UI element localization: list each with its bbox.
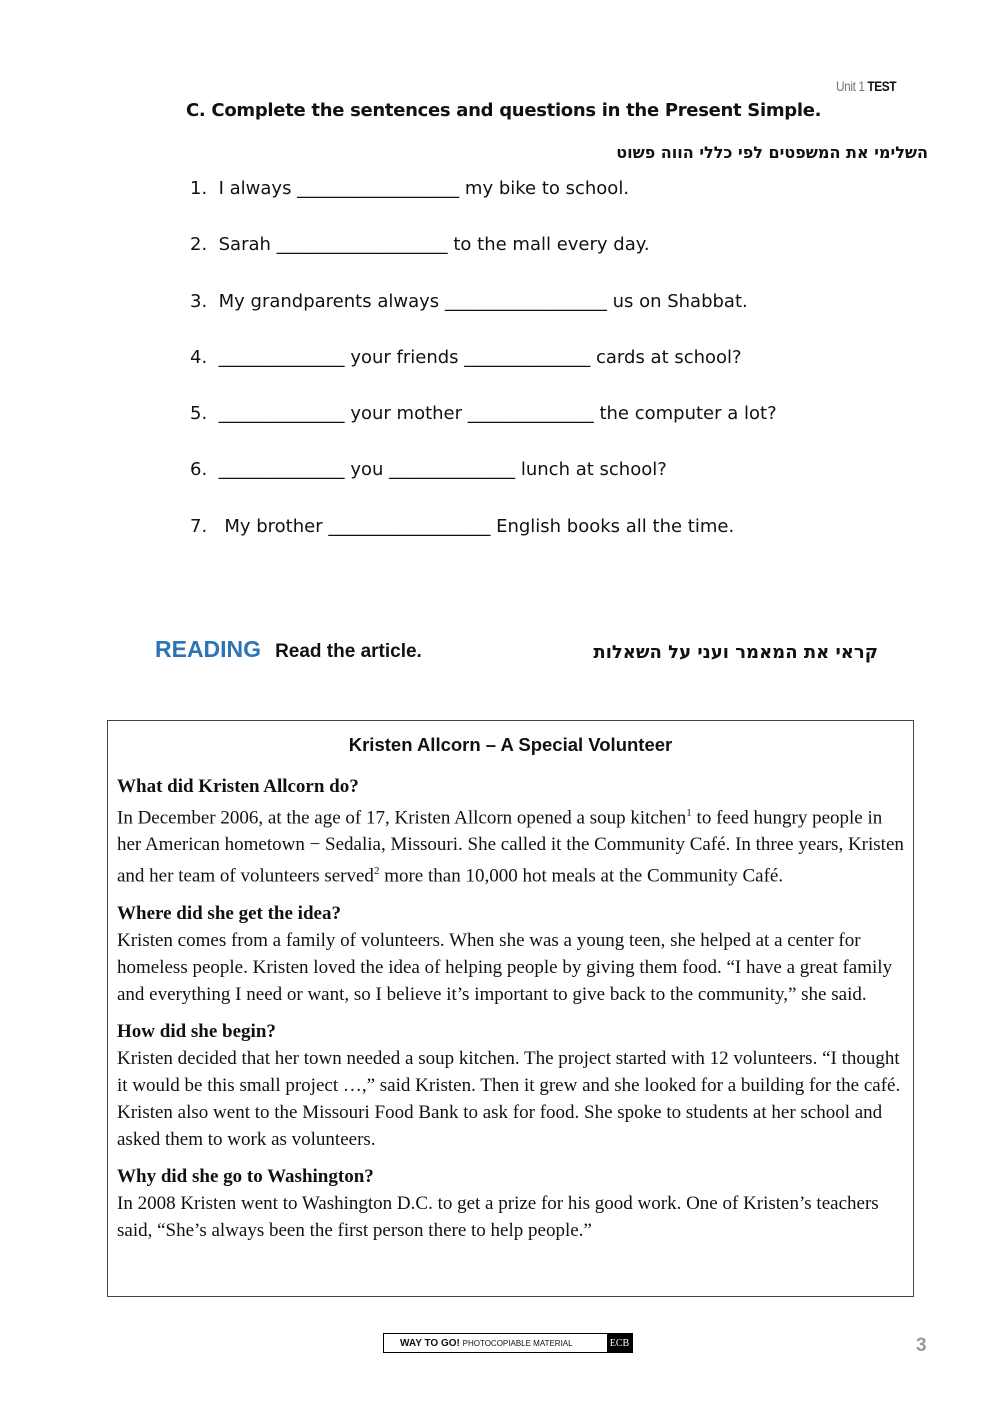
reading-label: READING bbox=[155, 636, 262, 662]
article-paragraph: Kristen comes from a family of volunteers. When she was a young teen, she helped at a center for homeless people. Kristen loved the idea of helping people by giving them food. “I have a great family and everything I need or want, so I believe it’s important to give back to the community,” she said. bbox=[117, 929, 893, 1005]
exercise-item: 6. ______________ you ______________ lunch at school? bbox=[190, 459, 667, 481]
page-number: 3 bbox=[916, 1335, 927, 1356]
article-heading: What did Kristen Allcorn do? bbox=[117, 776, 359, 797]
exercise-item: 2. Sarah ___________________ to the mall every day. bbox=[190, 234, 650, 256]
exercise-item: 4. ______________ your friends ______________ cards at school? bbox=[190, 346, 742, 368]
article-heading: Why did she go to Washington? bbox=[117, 1165, 374, 1187]
reading-instruction: Read the article. bbox=[275, 641, 422, 662]
exercise-item: 7. My brother __________________ English books all the time. bbox=[190, 515, 735, 537]
reading-heading bbox=[155, 636, 422, 663]
footer-banner: WAY TO GO! PHOTOCOPIABLE MATERIAL ECB bbox=[383, 1333, 633, 1353]
article-heading: How did she begin? bbox=[117, 1020, 276, 1042]
article-paragraph: In 2008 Kristen went to Washington D.C. to get a prize for his good work. One of Kristen’s teachers said, “She’s always been the first person there to help people.” bbox=[117, 1192, 879, 1241]
article-box bbox=[107, 720, 914, 1297]
exercise-item: 5. ______________ your mother ______________ the computer a lot? bbox=[190, 403, 777, 425]
hebrew-instruction: השלימי את המשפטים לפי כללי הווה פשוט bbox=[616, 143, 928, 162]
article-paragraph: In December 2006, at the age of 17, Kristen Allcorn opened a soup kitchen$^1$ to feed hungry people in her American hometown − Sedalia, Missouri. She called it the Community Café. In three years, Kristen and her team of volunteers served$^2$ more than 10,000 hot meals at the Community Café. bbox=[117, 807, 904, 887]
publisher-logo: ECB bbox=[607, 1334, 632, 1353]
section-c-title: C. Complete the sentences and questions in the Present Simple. bbox=[186, 100, 822, 121]
reading-hebrew-instruction: קראי את המאמר ועני על השאלות bbox=[593, 642, 878, 663]
article-heading: Where did she get the idea? bbox=[117, 902, 341, 924]
unit-label: Unit 1 TEST bbox=[836, 78, 897, 94]
exercise-list bbox=[190, 178, 777, 572]
exercise-item: 3. My grandparents always __________________ us on Shabbat. bbox=[190, 290, 748, 312]
article-title: Kristen Allcorn – A Special Volunteer bbox=[348, 734, 673, 755]
article-paragraph: Kristen decided that her town needed a soup kitchen. The project started with 12 volunteers. “I thought it would be this small project …,” said Kristen. Then it grew and she looked for a building for the café. Kristen also went to the Missouri Food Bank to ask for food. She spoke to students at her school and asked them to work as volunteers. bbox=[117, 1047, 901, 1150]
exercise-item: 1. I always __________________ my bike to school. bbox=[190, 178, 630, 199]
